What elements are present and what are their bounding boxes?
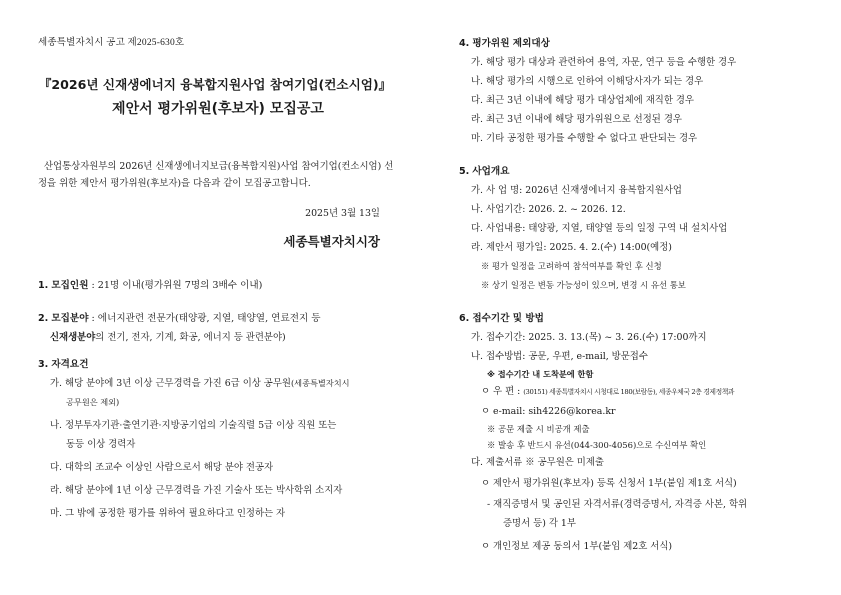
qualification-ma: 마. 그 밖에 공정한 평가를 위하여 필요하다고 인정하는 자 bbox=[50, 508, 286, 519]
overview-item: 다. 사업내용: 태양광, 지열, 태양열 등의 일정 구역 내 설치사업 bbox=[471, 223, 728, 234]
qualification-ga-cont: 공무원은 제외) bbox=[66, 397, 120, 407]
section-recruit-field-cont bbox=[38, 328, 398, 347]
overview-item: 라. 제안서 평가일: 2025. 4. 2.(수) 14:00(예정) bbox=[471, 242, 672, 253]
section-project-overview bbox=[459, 162, 819, 181]
section-number: 1. bbox=[38, 280, 49, 291]
intro-paragraph: 산업통상자원부의 2026년 신재생에너지보급(융복합지원)사업 참여기업(컨소시엄) 선정을 위한 제안서 평가위원(후보자)을 다음과 같이 모집공고합니다. bbox=[38, 161, 394, 189]
right-column bbox=[459, 34, 819, 556]
application-method: 나. 접수방법: 공문, 우편, e-mail, 방문접수 bbox=[471, 351, 648, 362]
qualification-ga bbox=[38, 374, 398, 393]
post-label: ㅇ 우 편 : bbox=[481, 386, 521, 397]
section-number: 6. bbox=[459, 313, 470, 324]
section-title: 자격요건 bbox=[51, 359, 89, 370]
application-period: 가. 접수기간: 2025. 3. 13.(목) ~ 3. 26.(수) 17:00까지 bbox=[471, 332, 707, 343]
qualification-ga-small: (세종특별자치시 bbox=[290, 378, 350, 388]
bold-field: 신재생분야 bbox=[50, 332, 96, 343]
email-note: ※ 발송 후 반드시 유선(044-300-4056)으로 수신여부 확인 bbox=[487, 440, 707, 450]
section-title: 사업개요 bbox=[472, 166, 510, 177]
application-email: ㅇ e-mail: sih4226@korea.kr bbox=[481, 406, 616, 417]
doc-item: ㅇ 개인정보 제공 동의서 1부(붙임 제2호 서식) bbox=[481, 541, 673, 552]
section-exclusion bbox=[459, 34, 819, 53]
section-title: 모집인원 bbox=[51, 280, 89, 291]
field-text: 의 전기, 전자, 기계, 화공, 에너지 등 관련분야) bbox=[95, 332, 286, 343]
exclusion-item: 나. 해당 평가의 시행으로 인하여 이해당사자가 되는 경우 bbox=[471, 76, 704, 87]
notice-date: 2025년 3월 13일 bbox=[305, 208, 380, 219]
page-title: 『2026년 신재생에너지 융복합지원사업 참여기업(컨소시엄)』 bbox=[38, 77, 392, 92]
section-text: : 21명 이내(평가위원 7명의 3배수 이내) bbox=[88, 280, 263, 291]
qualification-ga-text: 가. 해당 분야에 3년 이상 근무경력을 가진 6급 이상 공무원 bbox=[50, 378, 291, 389]
overview-note: ※ 평가 일정을 고려하여 참석여부를 확인 후 신청 bbox=[481, 261, 662, 271]
section-number: 4. bbox=[459, 38, 470, 49]
section-number: 2. bbox=[38, 313, 49, 324]
section-title: 접수기간 및 방법 bbox=[472, 313, 544, 324]
overview-note: ※ 상기 일정은 변동 가능성이 있으며, 변경 시 유선 통보 bbox=[481, 280, 686, 290]
section-application bbox=[459, 309, 819, 328]
application-post bbox=[459, 382, 819, 402]
section-recruit-count bbox=[38, 276, 398, 295]
post-address: (30151) 세종특별자치시 시청대로 180(보람동), 세종우체국 2층 경제정책과 bbox=[523, 388, 735, 396]
application-docs: 다. 제출서류 ※ 공무원은 미제출 bbox=[471, 457, 604, 468]
notice-number: 세종특별자치시 공고 제2025-630호 bbox=[38, 38, 185, 48]
exclusion-item: 다. 최근 3년 이내에 해당 평가 대상업체에 재직한 경우 bbox=[471, 95, 694, 106]
email-note: ※ 공문 제출 시 비공개 제출 bbox=[487, 424, 590, 434]
section-title: 평가위원 제외대상 bbox=[472, 38, 550, 49]
section-qualification bbox=[38, 355, 398, 374]
exclusion-item: 가. 해당 평가 대상과 관련하여 용역, 자문, 연구 등을 수행한 경우 bbox=[471, 57, 737, 68]
application-method-note: ※ 접수기간 내 도착분에 한함 bbox=[487, 369, 594, 379]
section-number: 5. bbox=[459, 166, 470, 177]
section-number: 3. bbox=[38, 359, 49, 370]
left-column bbox=[38, 34, 398, 523]
page-subtitle: 제안서 평가위원(후보자) 모집공고 bbox=[112, 101, 324, 117]
qualification-da: 다. 대학의 조교수 이상인 사람으로서 해당 분야 전공자 bbox=[50, 462, 274, 473]
signer-name: 세종특별자치시장 bbox=[283, 234, 380, 249]
overview-item: 나. 사업기간: 2026. 2. ~ 2026. 12. bbox=[471, 204, 626, 215]
doc-item: ㅇ 제안서 평가위원(후보자) 등록 신청서 1부(붙임 제1호 서식) bbox=[481, 478, 737, 489]
exclusion-item: 라. 최근 3년 이내에 해당 평가위원으로 선정된 경우 bbox=[471, 114, 682, 125]
doc-subitem-cont: 증명서 등) 각 1부 bbox=[503, 518, 576, 529]
qualification-na-cont: 동등 이상 경력자 bbox=[66, 439, 136, 450]
qualification-na: 나. 정부투자기관·출연기관·지방공기업의 기술직렬 5급 이상 직원 또는 bbox=[50, 420, 337, 431]
qualification-ra: 라. 해당 분야에 1년 이상 근무경력을 가진 기술사 또는 박사학위 소지자 bbox=[50, 485, 343, 496]
exclusion-item: 마. 기타 공정한 평가를 수행할 수 없다고 판단되는 경우 bbox=[471, 133, 698, 144]
overview-item: 가. 사 업 명: 2026년 신재생에너지 융복합지원사업 bbox=[471, 185, 682, 196]
section-text: : 에너지관련 전문가(태양광, 지열, 태양열, 연료전지 등 bbox=[88, 313, 321, 324]
section-recruit-field bbox=[38, 309, 398, 328]
section-title: 모집분야 bbox=[51, 313, 89, 324]
doc-subitem: - 재직증명서 및 공인된 자격서류(경력증명서, 자격증 사본, 학위 bbox=[487, 499, 748, 510]
